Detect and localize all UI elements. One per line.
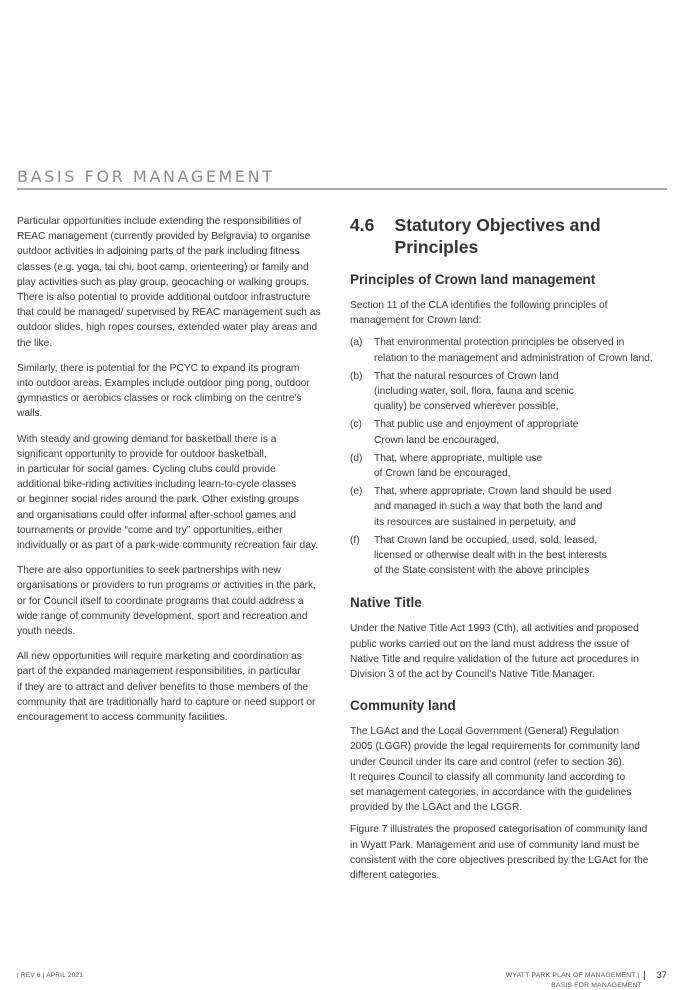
list-item — [350, 451, 668, 481]
page-number: 37 — [656, 970, 667, 980]
paragraph: Similarly, there is potential for the PCYC to expand its program into outdoor areas. Examples include outdoor ping pong, outdoor gymnastics or aerobics classes or rock climbing on the centre's walls. — [17, 362, 310, 420]
left-column — [17, 214, 335, 735]
principles-list — [350, 335, 668, 578]
paragraph: All new opportunities will require marketing and coordination as part of the expanded management responsibilities, in particular if they are to attract and deliver benefits to those members of the community that are traditionally hard to capture or need support or encouragement to access community facilities. — [17, 651, 316, 724]
footer-revision: | REV 6 | APRIL 2021 — [17, 972, 84, 979]
list-letter: (a) — [350, 337, 363, 349]
native-title-heading: Native Title — [350, 595, 422, 611]
footer-divider — [644, 971, 645, 980]
list-text: That, where appropriate, Crown land should be used and managed in such a way that both the land and its resources are sustained in perpetuity, and — [374, 486, 612, 528]
section-number: 4.6 — [350, 215, 375, 235]
native-title-text: Under the Native Title Act 1993 (Cth), all activities and proposed public works carried out on the land must address the issue of Native Title and require validation of the future act procedures in Division 3 of the act by Council's Native Title Manager. — [350, 623, 639, 681]
section-heading — [350, 214, 668, 258]
list-text: That public use and enjoyment of appropriate Crown land be encouraged, — [374, 419, 579, 446]
list-letter: (b) — [350, 370, 363, 382]
list-item — [350, 369, 668, 415]
right-column — [350, 214, 668, 890]
header-title: BASIS FOR MANAGEMENT — [17, 167, 275, 186]
paragraph: Particular opportunities include extending the responsibilities of REAC management (currently provided by Belgravia) to organise outdoor activities in adjoining parts of the park including fitness classes (e.g. yoga, tai chi, boot camp, orienteering) or family and play activities such as play group, geocaching or walking groups. There is also potential to provide additional outdoor infrastructure that could be managed/ supervised by REAC management such as outdoor slides, high ropes courses, extended water play areas and the like. — [17, 216, 321, 349]
list-text: That Crown land be occupied, used, sold, leased, licensed or otherwise dealt with in the best interests of the State consistent with the above principles — [374, 534, 607, 577]
list-item — [350, 335, 668, 365]
list-item — [350, 533, 668, 579]
list-text: That, where appropriate, multiple use of Crown land be encouraged, — [374, 452, 543, 480]
section-title: Statutory Objectives and Principles — [394, 215, 601, 257]
crown-land-intro: Section 11 of the CLA identifies the following principles of management for Crown land: — [350, 300, 608, 327]
list-letter: (d) — [350, 452, 363, 464]
page-header — [17, 168, 667, 190]
list-item — [350, 484, 668, 530]
footer-section: BASIS FOR MANAGEMENT — [551, 982, 642, 989]
footer-doc-title: WYATT PARK PLAN OF MANAGEMENT | — [505, 971, 640, 979]
list-text: That the natural resources of Crown land (including water, soil, flora, fauna and scenic quality) be conserved wherever possible, — [374, 370, 574, 413]
list-text: That environmental protection principles be observed in relation to the management and administration of Crown land, — [374, 337, 653, 364]
paragraph: With steady and growing demand for basketball there is a significant opportunity to provide for outdoor basketball, in particular for social games. Cycling clubs could provide additional bike-riding activities including learn-to-cycle classes or beginner social rides around the park. Other existing groups and organisations could offer informal after-school games and tournaments or provide “come and try” opportunities, either individually or as part of a park-wide community recreation fair day. — [17, 433, 319, 552]
list-letter: (c) — [350, 419, 362, 431]
list-item — [350, 417, 668, 447]
list-letter: (f) — [350, 534, 360, 546]
list-letter: (e) — [350, 486, 363, 498]
community-land-heading: Community land — [350, 698, 456, 714]
crown-land-heading: Principles of Crown land management — [350, 272, 596, 287]
community-land-paragraph: The LGAct and the Local Government (General) Regulation 2005 (LGGR) provide the legal requirements for community land under Council under its care and control (refer to section 36). It requires Council to classify all community land according to set management categories, in accordance with the guidelines provided by the LGAct and the LGGR. — [350, 726, 640, 814]
paragraph: There are also opportunities to seek partnerships with new organisations or providers to run programs or activities in the park, or for Council itself to coordinate programs that could address a wide range of community development, sport and recreation and youth needs. — [17, 565, 316, 638]
page-footer — [506, 970, 667, 989]
community-land-paragraph: Figure 7 illustrates the proposed categorisation of community land in Wyatt Park. Management and use of community land must be consistent with the core objectives prescribed by the LGAct for the different categories. — [350, 824, 649, 882]
